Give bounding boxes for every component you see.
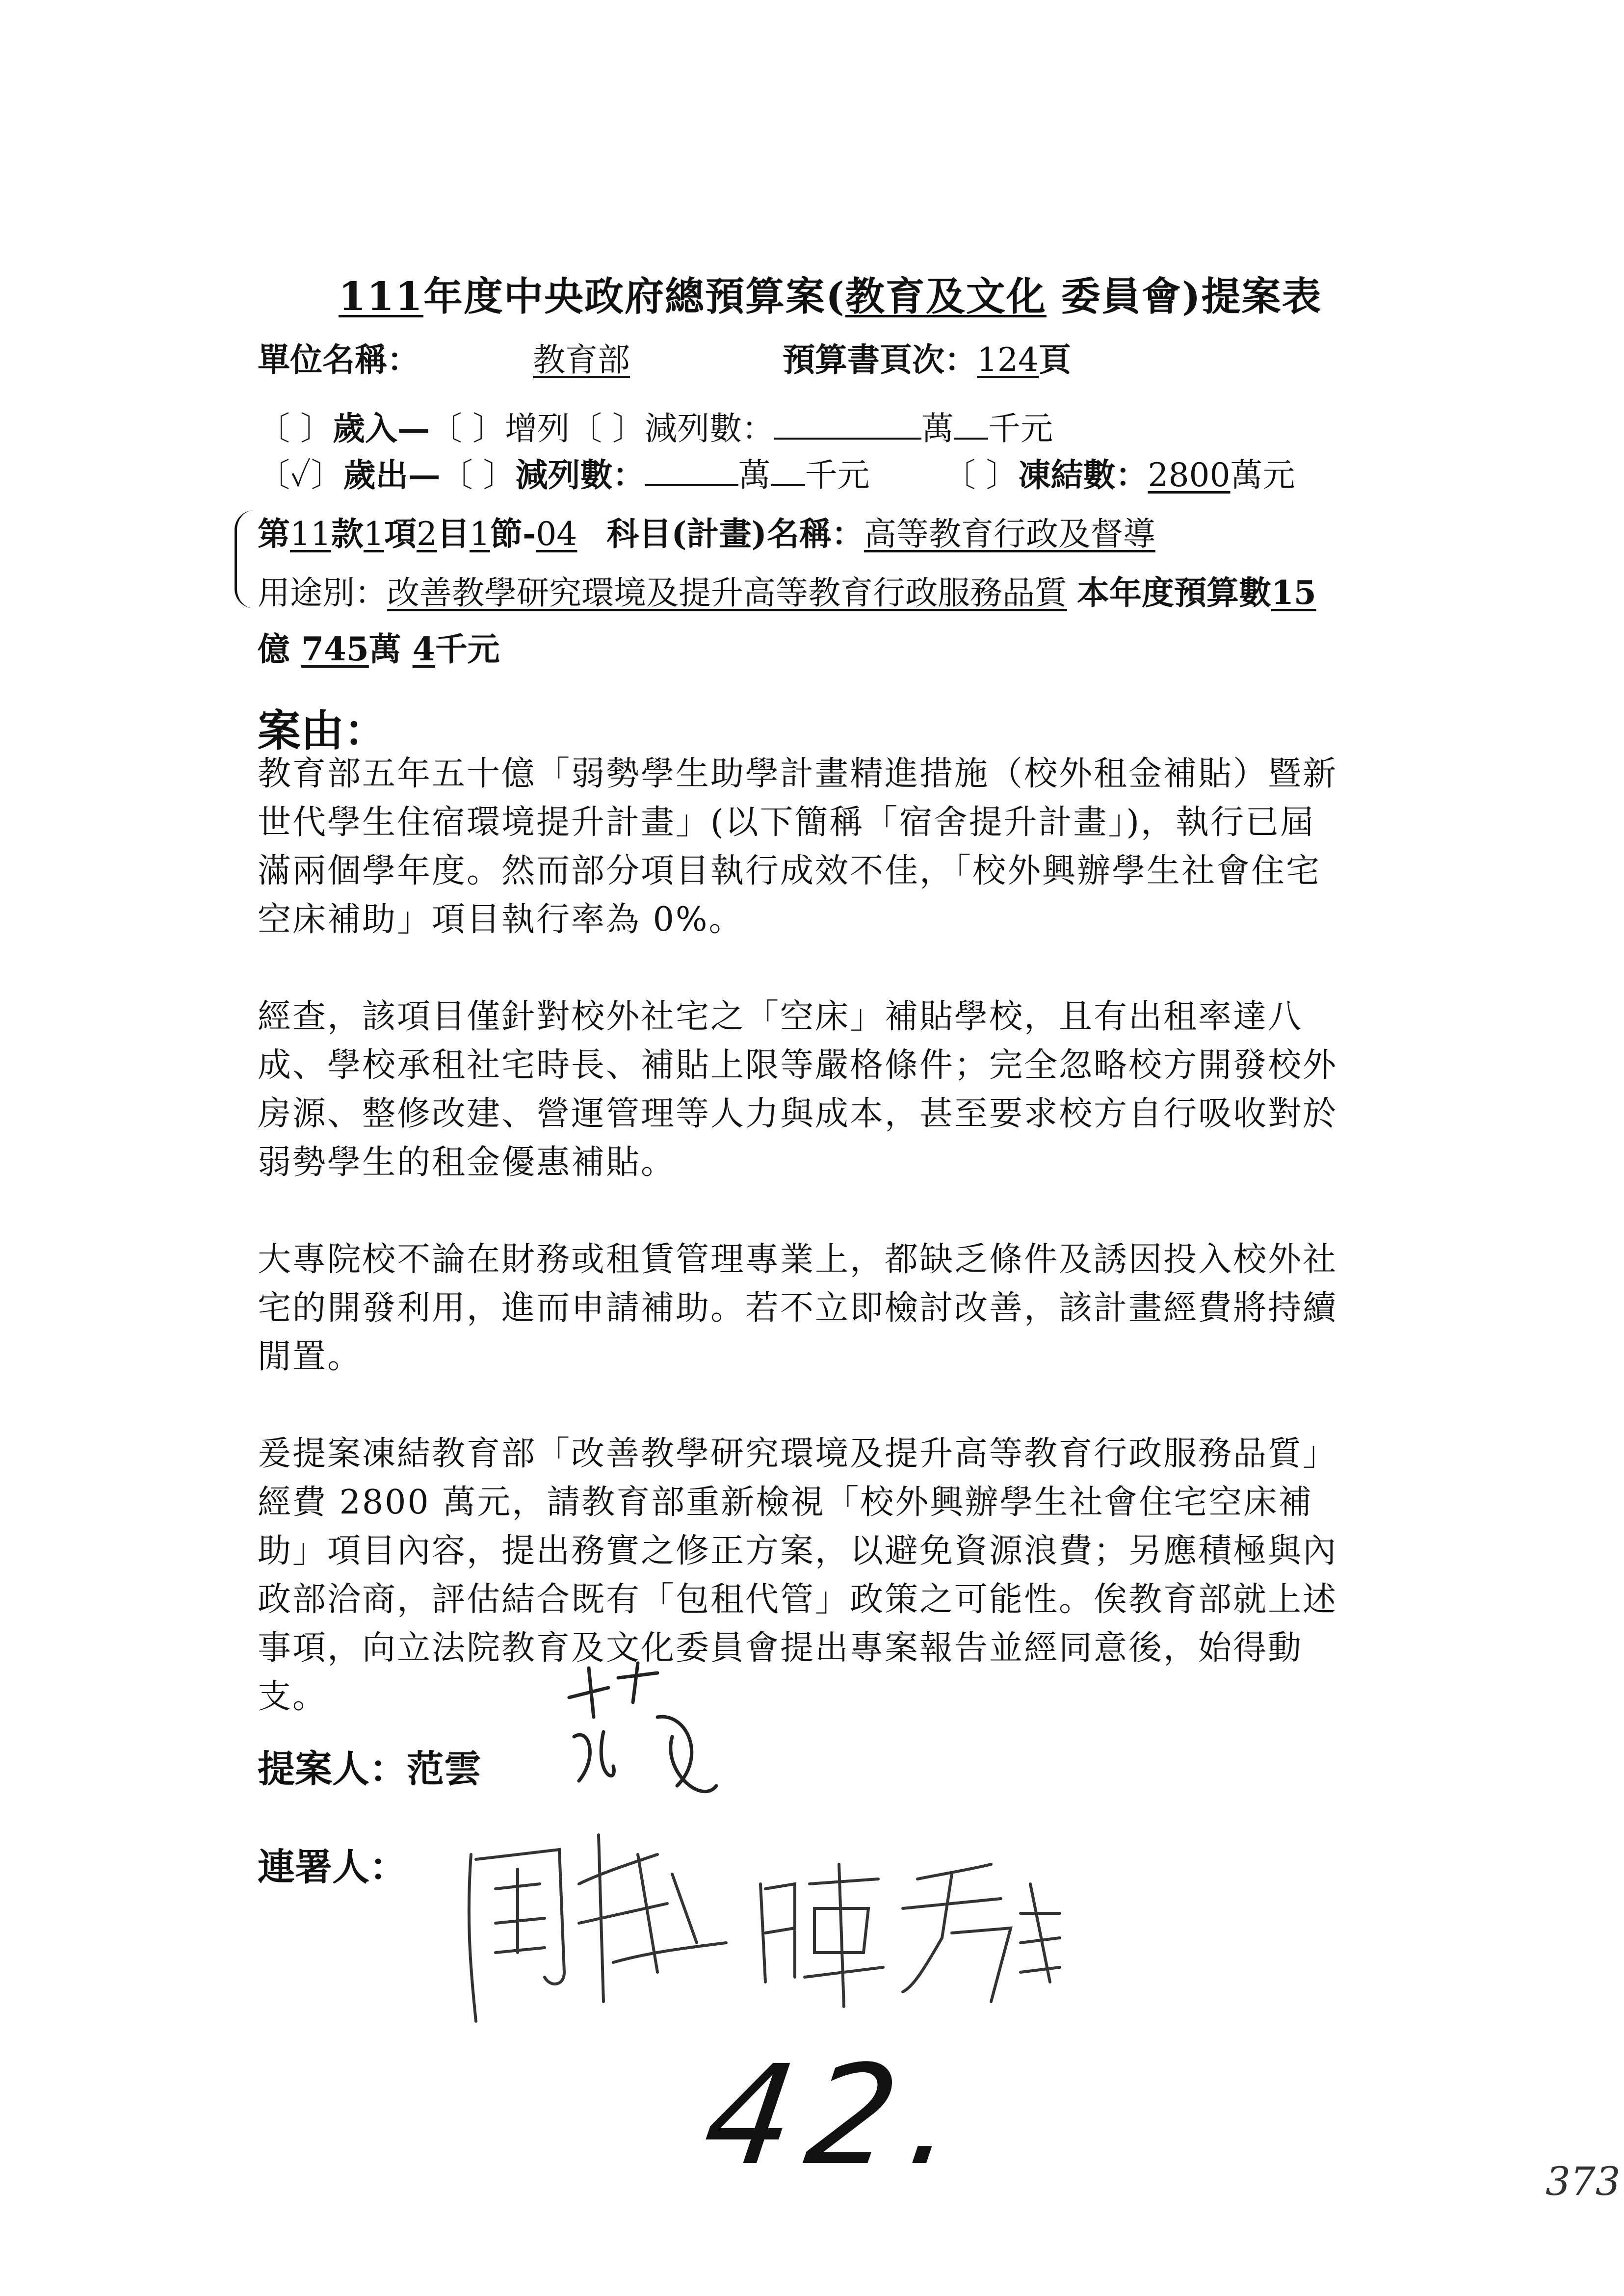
proposer-signature bbox=[559, 1658, 721, 1820]
text-line: 教育部五年五十億「弱勢學生助學計畫精進措施（校外租金補貼）暨新 bbox=[258, 755, 1338, 793]
di-label: 第 bbox=[258, 515, 290, 553]
cosigner-label: 連署人： bbox=[258, 1845, 407, 1889]
title-prefix: 年度中央政府總預算案( bbox=[423, 273, 845, 319]
cosigner-signature-1 bbox=[451, 1825, 736, 2031]
revenue-add-checkbox: 〔 〕 bbox=[429, 410, 505, 447]
revenue-cut-checkbox: 〔 〕 bbox=[569, 410, 645, 447]
reason-body bbox=[258, 750, 1406, 1770]
page-value: 124 bbox=[977, 341, 1039, 379]
form-title bbox=[339, 265, 1322, 321]
kuan-value: 11 bbox=[290, 515, 331, 553]
budget-yi-value: 15 bbox=[1271, 574, 1316, 612]
text-line: 經查，該項目僅針對校外社宅之「空床」補貼學校，且有出租率達八 bbox=[258, 997, 1303, 1036]
usage-value: 改善教學研究環境及提升高等教育行政服務品質 bbox=[387, 574, 1067, 612]
budget-row bbox=[258, 623, 500, 670]
paragraph-1 bbox=[258, 750, 1406, 944]
page-number: 373 bbox=[1545, 2159, 1621, 2204]
handwritten-number: 42. bbox=[695, 2036, 981, 2196]
paragraph-4 bbox=[258, 1430, 1406, 1721]
revenue-wan-blank bbox=[774, 408, 921, 440]
expense-wan: 萬 bbox=[738, 456, 771, 494]
budget-qian-value: 4 bbox=[412, 630, 435, 668]
expense-qian: 千元 bbox=[805, 456, 870, 494]
usage-row bbox=[258, 567, 1316, 613]
revenue-cut-label: 減列數： bbox=[644, 410, 774, 447]
text-line: 助」項目內容，提出務實之修正方案，以避免資源浪費；另應積極與內 bbox=[258, 1532, 1338, 1570]
freeze-checkbox: 〔 〕 bbox=[943, 456, 1019, 494]
mu-label: 目 bbox=[437, 515, 470, 553]
kuan-label: 款 bbox=[331, 515, 364, 553]
revenue-qian-blank bbox=[954, 408, 988, 440]
expense-row bbox=[258, 449, 1295, 496]
mu-value: 2 bbox=[416, 515, 437, 553]
budget-label: 本年度預算數 bbox=[1077, 574, 1271, 612]
revenue-label: 歲入— bbox=[332, 409, 430, 447]
freeze-unit: 萬元 bbox=[1230, 456, 1295, 494]
unit-row bbox=[258, 334, 1071, 380]
budget-wan-value: 745 bbox=[301, 630, 369, 668]
proposer-name: 范雲 bbox=[407, 1747, 481, 1791]
paragraph-3 bbox=[258, 1235, 1406, 1381]
text-line: 空床補助」項目執行率為 0%。 bbox=[258, 900, 744, 939]
expense-checkbox: 〔✓〕 bbox=[258, 456, 343, 494]
proposer-label: 提案人： bbox=[258, 1747, 407, 1791]
text-line: 世代學生住宿環境提升計畫」(以下簡稱「宿舍提升計畫」)，執行已屆 bbox=[258, 803, 1315, 842]
paragraph-2 bbox=[258, 992, 1406, 1187]
title-suffix: 委員會)提案表 bbox=[1046, 273, 1322, 319]
unit-value: 教育部 bbox=[533, 341, 630, 379]
xiang-value: 1 bbox=[363, 515, 384, 553]
title-committee: 教育及文化 bbox=[845, 273, 1047, 319]
freeze-value: 2800 bbox=[1148, 456, 1231, 494]
text-line: 弱勢學生的租金優惠補貼。 bbox=[258, 1143, 676, 1182]
proposer-row bbox=[258, 1739, 481, 1793]
text-line: 爰提案凍結教育部「改善教學研究環境及提升高等教育行政服務品質」 bbox=[258, 1435, 1338, 1473]
budget-wan-label: 萬 bbox=[368, 630, 401, 668]
cosigner-signature-2 bbox=[756, 1864, 1060, 2011]
text-line: 成、學校承租社宅時長、補貼上限等嚴格條件；完全忽略校方開發校外 bbox=[258, 1046, 1338, 1085]
text-line: 閒置。 bbox=[258, 1337, 363, 1376]
text-line: 大專院校不論在財務或租賃管理專業上，都缺乏條件及誘因投入校外社 bbox=[258, 1240, 1338, 1279]
revenue-add-label: 增列 bbox=[504, 410, 570, 447]
unit-label: 單位名稱： bbox=[258, 340, 419, 379]
text-line: 滿兩個學年度。然而部分項目執行成效不佳，「校外興辦學生社會住宅 bbox=[258, 852, 1321, 890]
page-label: 預算書頁次： bbox=[783, 340, 977, 379]
jie-label: 節- bbox=[490, 515, 536, 553]
budget-qian-label: 千元 bbox=[435, 630, 500, 668]
subject-name: 高等教育行政及督導 bbox=[864, 515, 1155, 553]
title-year: 111 bbox=[339, 273, 423, 319]
text-line: 經費 2800 萬元，請教育部重新檢視「校外興辦學生社會住宅空床補 bbox=[258, 1483, 1313, 1522]
expense-label: 歲出— bbox=[343, 456, 441, 494]
revenue-qian: 千元 bbox=[988, 410, 1053, 447]
budget-yi-label: 億 bbox=[258, 630, 290, 668]
revenue-row bbox=[258, 402, 1053, 449]
usage-label: 用途別： bbox=[258, 574, 387, 612]
subject-name-label: 科目(計畫)名稱： bbox=[606, 515, 864, 553]
subject-row bbox=[258, 508, 1155, 554]
brace-bracket bbox=[235, 510, 257, 608]
expense-cut-label: 減列數： bbox=[515, 456, 645, 494]
text-line: 支。 bbox=[258, 1677, 328, 1716]
page-suffix: 頁 bbox=[1038, 340, 1071, 379]
text-line: 宅的開發利用，進而申請補助。若不立即檢討改善，該計畫經費將持續 bbox=[258, 1289, 1338, 1328]
revenue-checkbox: 〔 〕 bbox=[258, 410, 333, 447]
jie-code: 04 bbox=[536, 515, 577, 553]
xiang-label: 項 bbox=[384, 515, 417, 553]
text-line: 事項，向立法院教育及文化委員會提出專案報告並經同意後，始得動 bbox=[258, 1629, 1303, 1668]
expense-wan-blank bbox=[645, 455, 738, 486]
expense-qian-blank bbox=[771, 455, 805, 486]
expense-cut-checkbox: 〔 〕 bbox=[440, 456, 516, 494]
jie-value: 1 bbox=[469, 515, 490, 553]
revenue-wan: 萬 bbox=[921, 410, 954, 447]
text-line: 政部洽商，評估結合既有「包租代管」政策之可能性。俟教育部就上述 bbox=[258, 1580, 1338, 1619]
freeze-label: 凍結數： bbox=[1018, 456, 1148, 494]
reason-heading: 案由： bbox=[258, 705, 388, 756]
text-line: 房源、整修改建、營運管理等人力與成本，甚至要求校方自行吸收對於 bbox=[258, 1095, 1338, 1133]
